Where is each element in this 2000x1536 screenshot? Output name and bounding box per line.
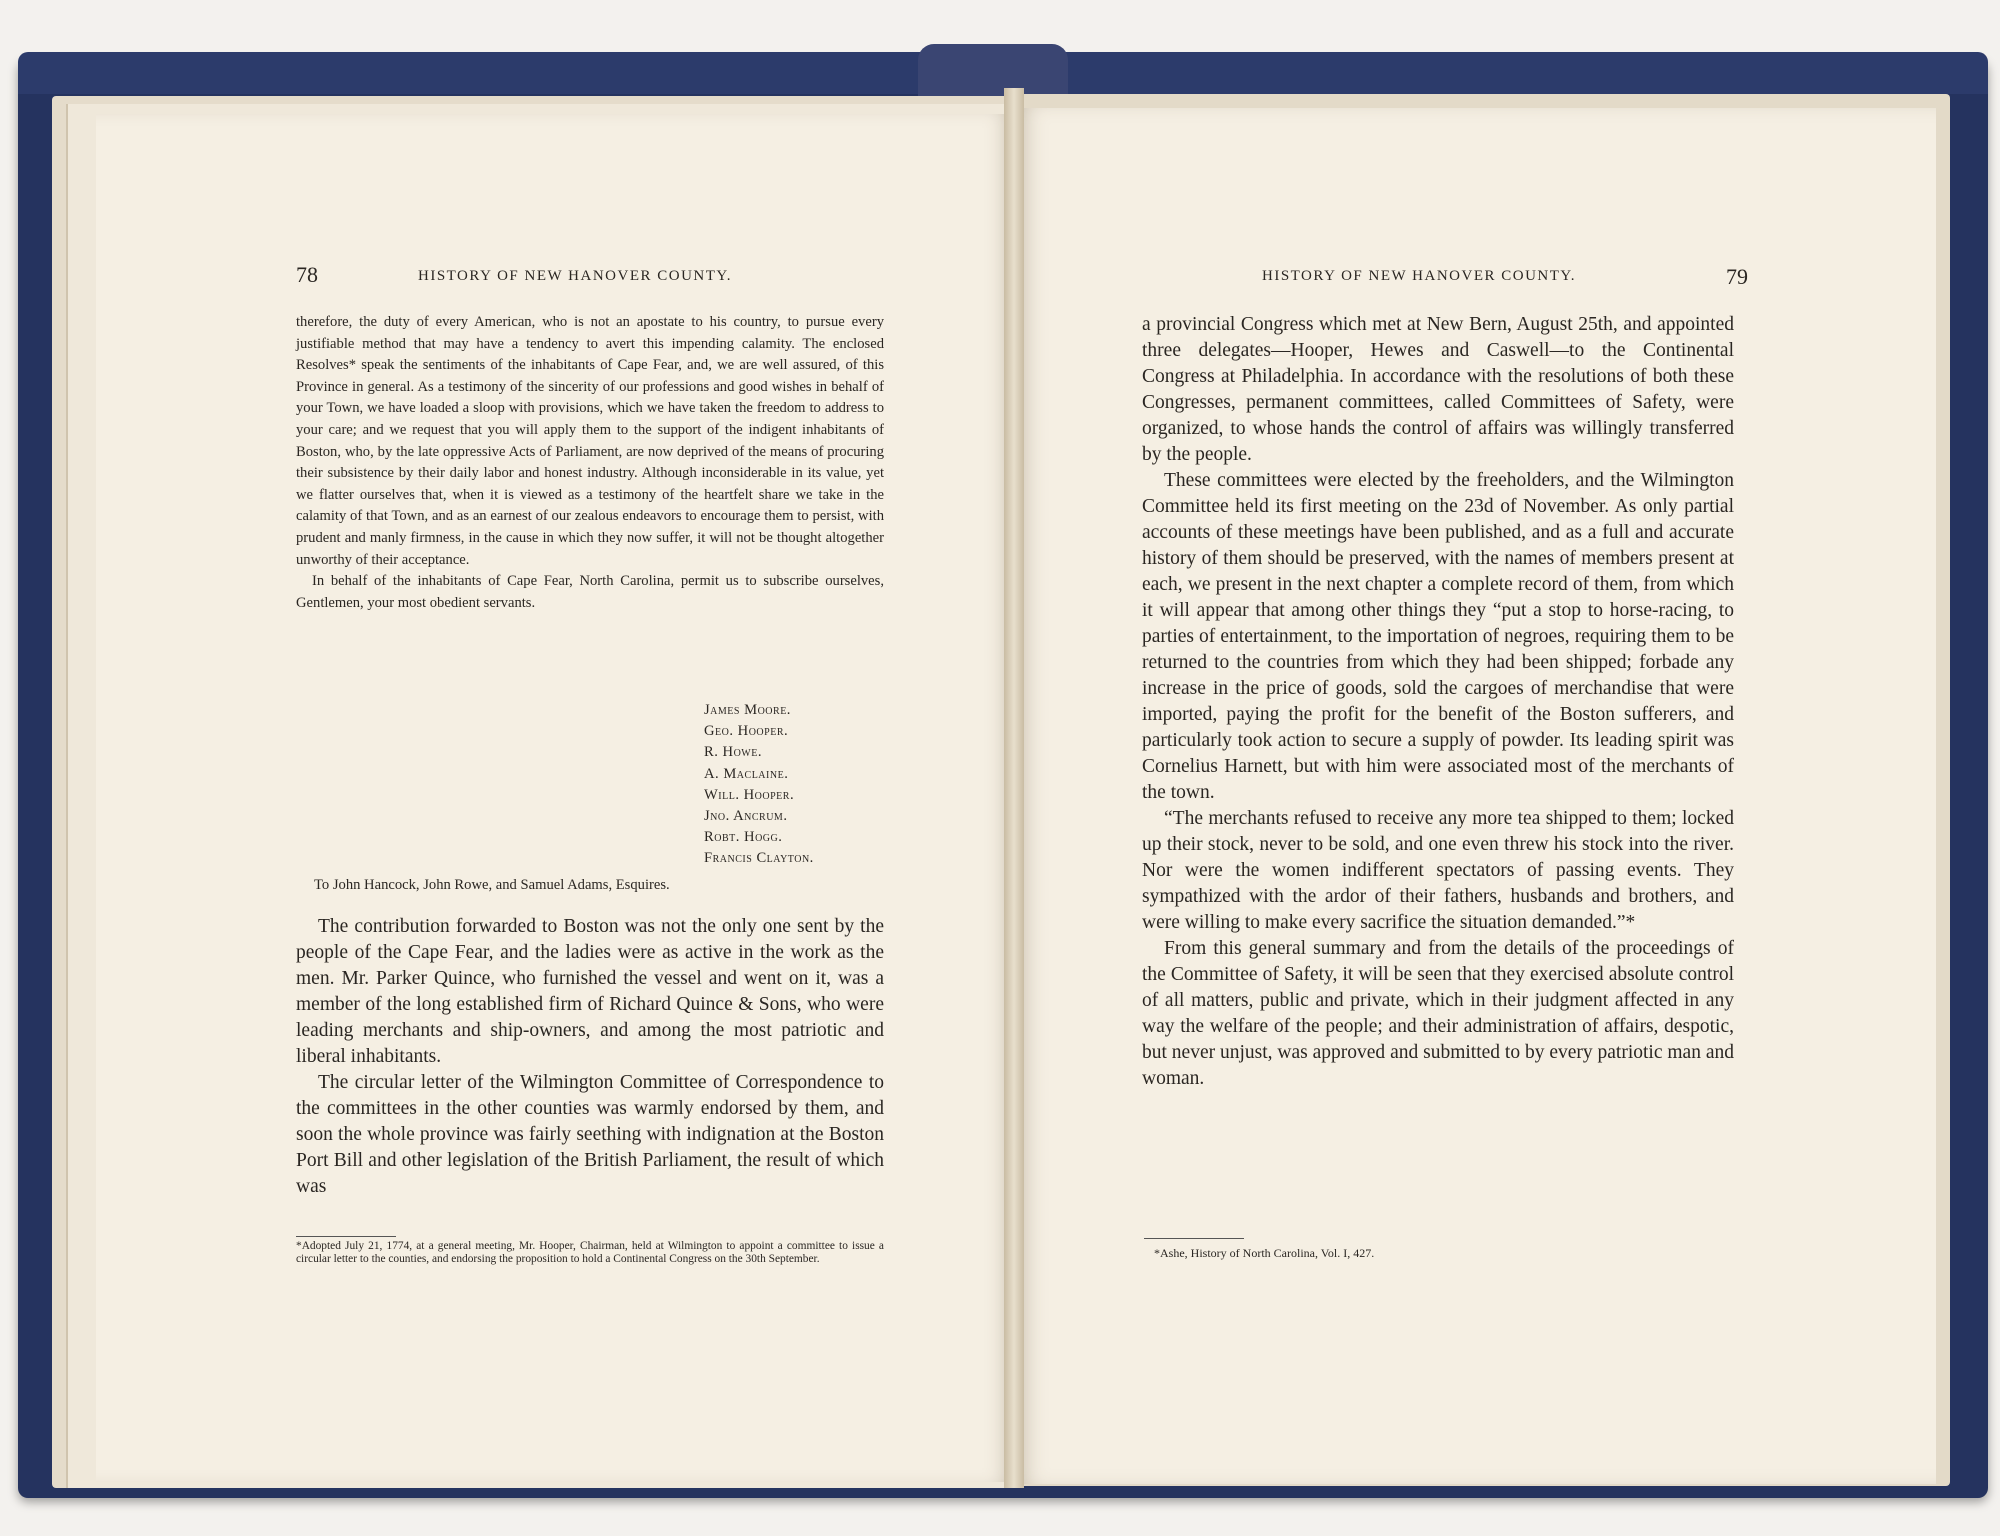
signatory: Will. Hooper. [704, 786, 795, 803]
right-page [1014, 108, 1936, 1484]
body-paragraph: These committees were elected by the freeholders, and the Wilmington Committee held its first meeting on the 23d of November. As only partial accounts of these meetings have been published, and as a full and accurate history of them should be preserved, with the names of members present at each, we present in the next chapter a complete record of them, from which it will appear that among other things they “put a stop to horse-racing, to parties of entertainment, to the importation of negroes, requiring them to be returned to the countries from which they had been shipped; forbade any increase in the price of goods, sold the cargoes of merchandise that were imported, paying the profit for the benefit of the Boston sufferers, and particularly took action to secure a supply of powder. Its leading spirit was Cornelius Harnett, but with him were associated most of the merchants of the town. [1142, 470, 1734, 803]
signatory: R. Howe. [704, 744, 762, 761]
page-number: 79 [1726, 264, 1748, 289]
letter-closing: In behalf of the inhabitants of Cape Fear, North Carolina, permit us to subscribe ourselves, Gentlemen, your most obedient servants. [296, 573, 884, 611]
right-body-text [1142, 312, 1734, 1092]
signatory: Jno. Ancrum. [704, 808, 788, 825]
letter-addressee: To John Hancock, John Rowe, and Samuel Adams, Esquires. [314, 877, 670, 893]
body-paragraph: The contribution forwarded to Boston was not the only one sent by the people of the Cape Fear, and the ladies were as active in the work as the men. Mr. Parker Quince, who furnished the vessel and went on it, was a member of the long established firm of Richard Quince & Sons, who were leading merchants and ship-owners, and among the most patriotic and liberal inhabitants. [296, 916, 884, 1067]
right-footnote: *Ashe, History of North Carolina, Vol. I, 427. [1154, 1246, 1375, 1260]
body-paragraph: a provincial Congress which met at New Bern, August 25th, and appointed three delegates—Hooper, Hewes and Caswell—to the Continental Congress at Philadelphia. In accordance with the resolutions of both these Congresses, permanent committees, called Committees of Safety, were organized, to whose hands the control of affairs was willingly transferred by the people. [1142, 314, 1734, 465]
left-footnote: *Adopted July 21, 1774, at a general meeting, Mr. Hooper, Chairman, held at Wilmington to appoint a committee to issue a circular letter to the counties, and endorsing the proposition to hold a Continental Congress on the 30th September. [296, 1240, 884, 1265]
letter-paragraph: therefore, the duty of every American, who is not an apostate to his country, to pursue every justifiable method that may have a tendency to avert this impending calamity. The enclosed Resolves* speak the sentiments of the inhabitants of Cape Fear, and, we are well assured, of this Province in general. As a testimony of the sincerity of our professions and good wishes in behalf of your Town, we have loaded a sloop with provisions, which we have taken the freedom to address to your care; and we request that you will apply them to the support of the indigent inhabitants of Boston, who, by the late oppressive Acts of Parliament, are now deprived of the means of procuring their subsistence by their daily labor and honest industry. Although inconsiderable in its value, yet we flatter ourselves that, when it is viewed as a testimony of the heartfelt share we take in the calamity of that Town, and as an earnest of our zealous endeavors to encourage them to persist, with prudent and manly firmness, in the cause in which they now suffer, it will not be thought altogether unworthy of their acceptance. [296, 314, 884, 568]
body-paragraph: The circular letter of the Wilmington Committee of Correspondence to the committees in the other counties was warmly endorsed by them, and soon the whole province was fairly seething with indignation at the Boston Port Bill and other legislation of the British Parliament, the result of which was [296, 1072, 884, 1197]
body-paragraph: From this general summary and from the details of the proceedings of the Committee of Safety, it will be seen that they exercised absolute control of all matters, public and private, which in their judgment affected in any way the welfare of the people; and their administration of affairs, despotic, but never unjust, was approved and submitted to by every patriotic man and woman. [1142, 938, 1734, 1089]
footnote-rule [1144, 1238, 1244, 1239]
signatory: A. Maclaine. [704, 765, 789, 782]
left-body-text [296, 914, 884, 1200]
signature-list [704, 700, 814, 870]
body-paragraph: “The merchants refused to receive any more tea shipped to them; locked up their stock, never to be sold, and one even threw his stock into the river. Nor were the women indifferent spectators of passing events. They sympathized with the ardor of their fathers, husbands and brothers, and were willing to make every sacrifice the situation demanded.”* [1142, 808, 1734, 933]
running-head: HISTORY OF NEW HANOVER COUNTY. [1262, 268, 1577, 284]
signatory: Geo. Hooper. [704, 723, 789, 740]
signatory: Robt. Hogg. [704, 829, 783, 846]
page-number: 78 [296, 262, 318, 287]
signatory: James Moore. [704, 702, 791, 718]
footnote-rule [296, 1236, 396, 1237]
signatory: Francis Clayton. [704, 850, 814, 867]
left-page [96, 114, 1014, 1482]
letter-text [296, 312, 884, 614]
running-head: HISTORY OF NEW HANOVER COUNTY. [418, 268, 733, 284]
left-page-header [296, 262, 856, 294]
right-page-header [1262, 260, 1762, 288]
book-gutter [1004, 88, 1024, 1488]
